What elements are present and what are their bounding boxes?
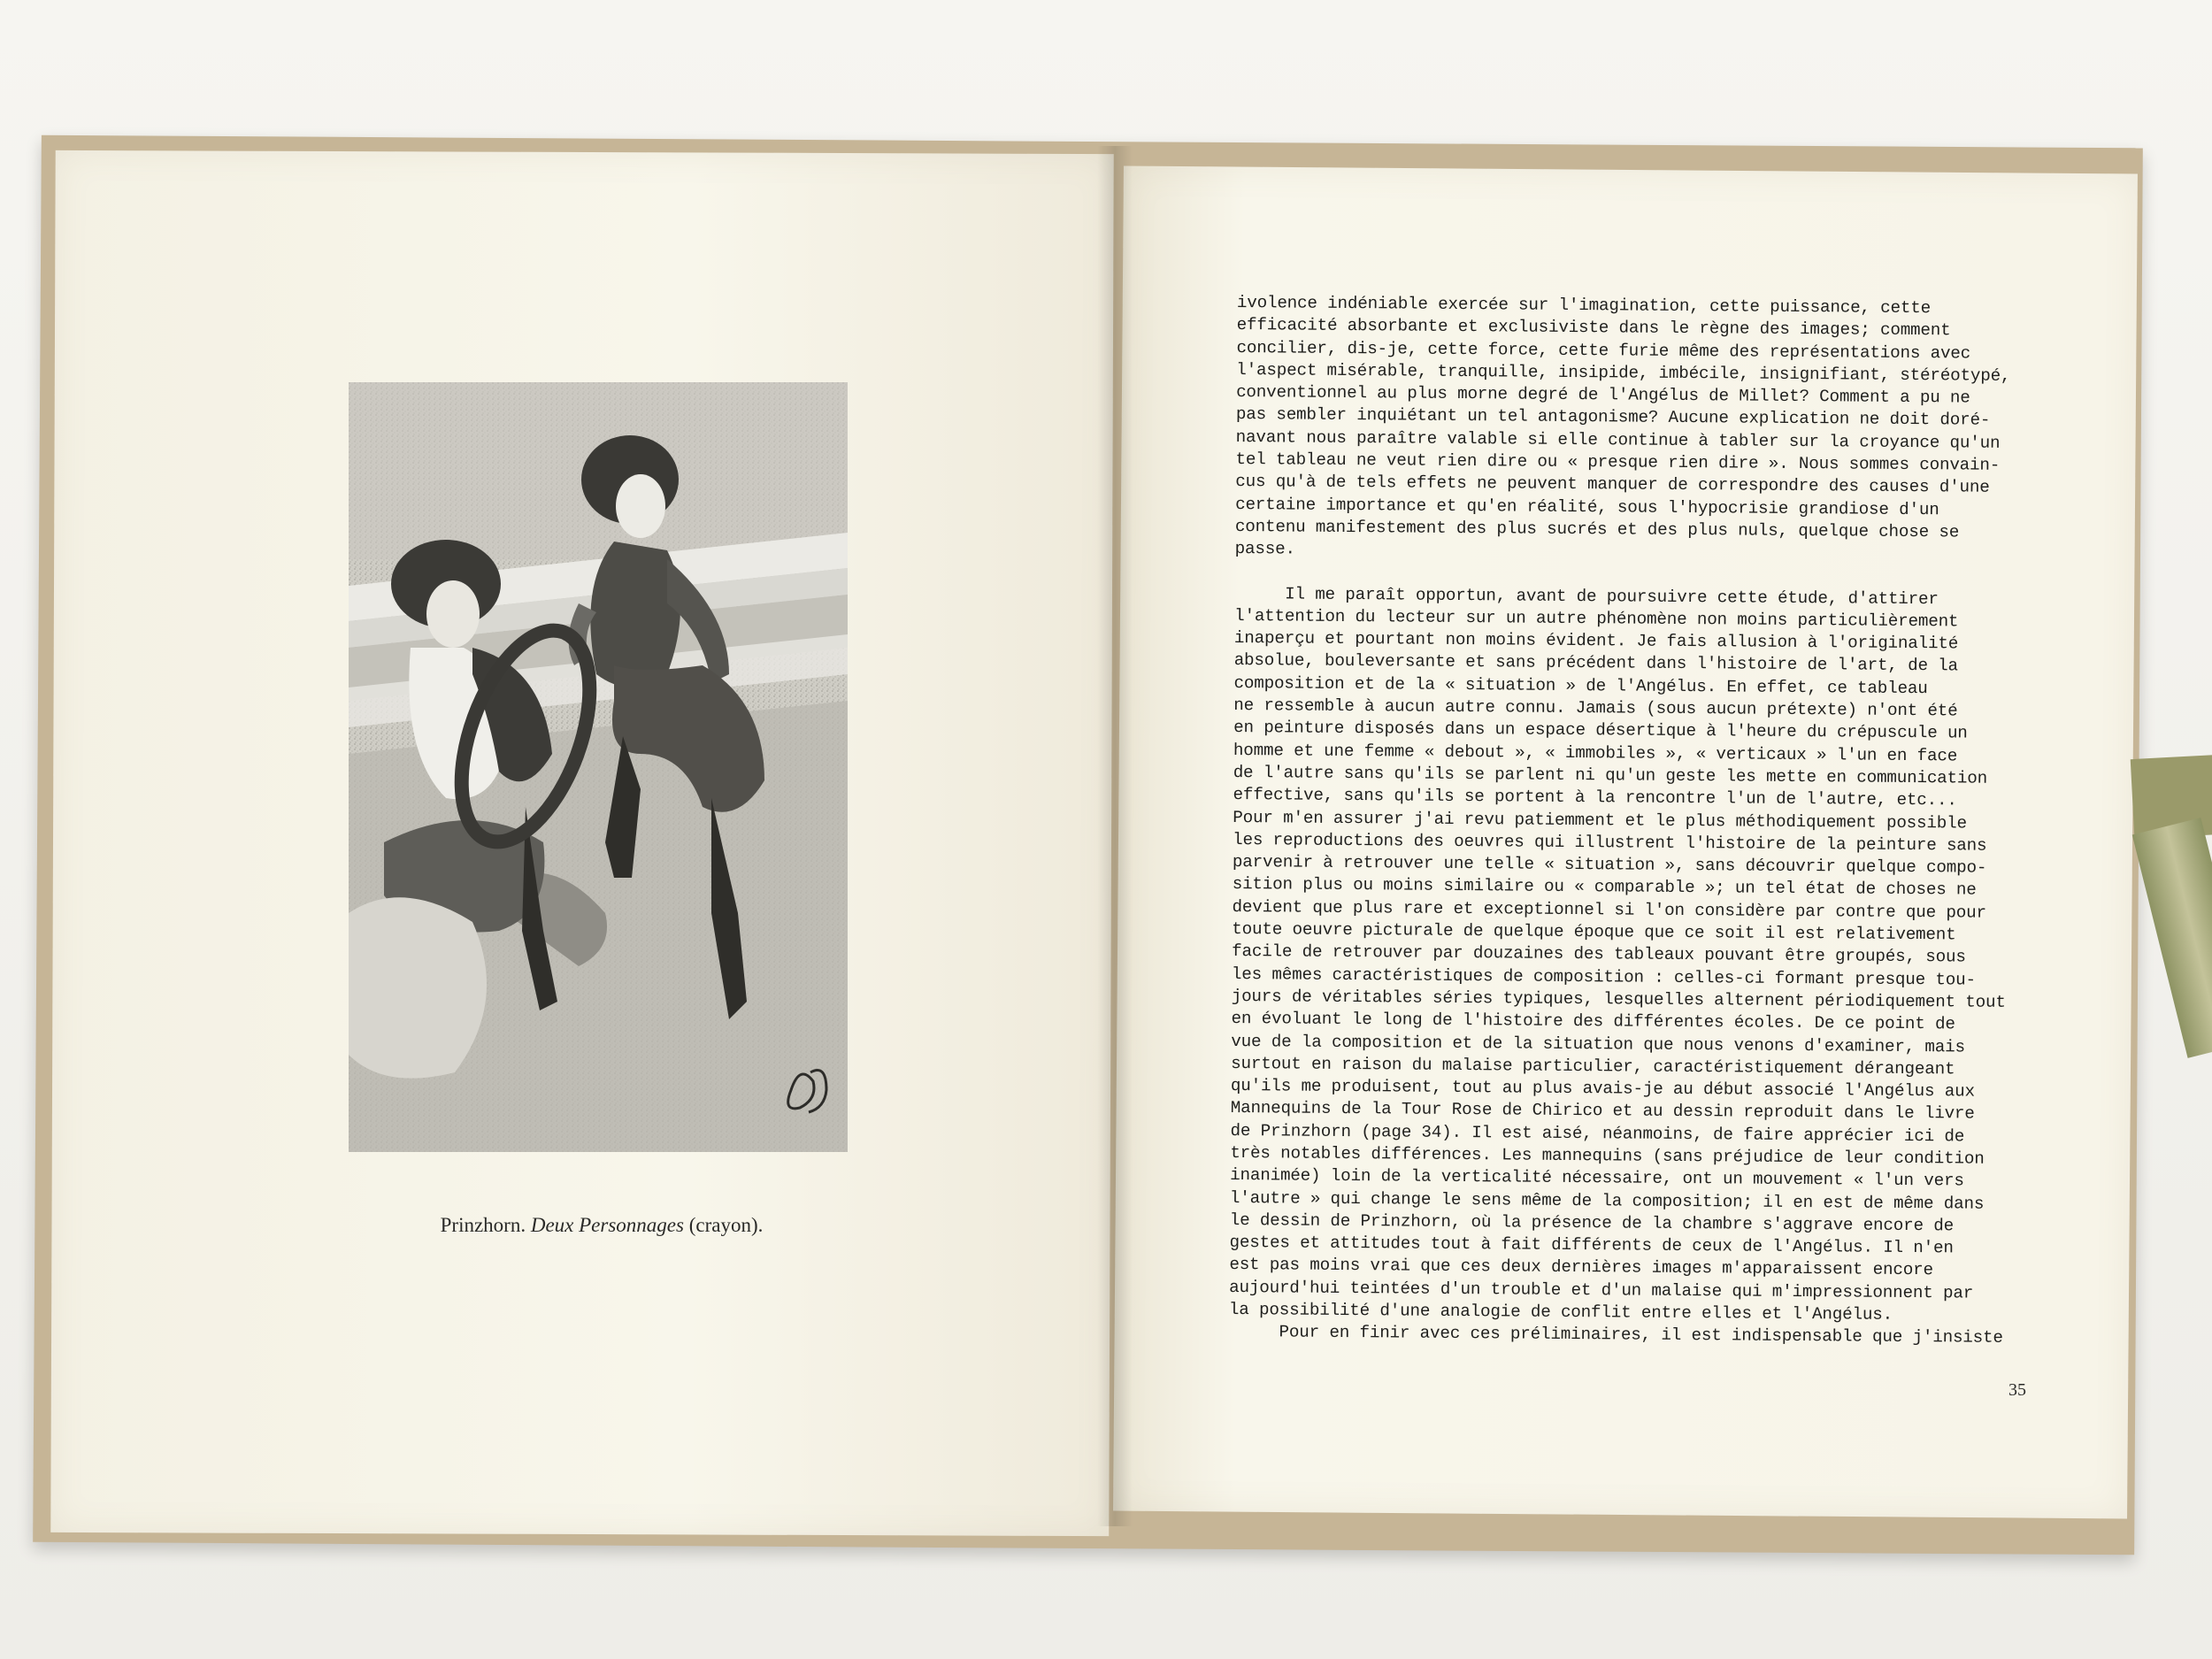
text-line: Pour en finir avec ces préliminaires, il est indispensable que j'insiste (1228, 1322, 2003, 1348)
text-line: vue de la composition et de la situation que nous venons d'examiner, mais (1231, 1031, 1966, 1056)
text-line: en évoluant le long de l'histoire des différentes écoles. De ce point de (1231, 1009, 1955, 1034)
text-line: jours de véritables séries typiques, lesquelles alternent périodiquement tout (1231, 986, 2006, 1012)
text-line: l'autre » qui change le sens même de la composition; il en est de même dans (1229, 1187, 1985, 1214)
text-line: certaine importance et qu'en réalité, sous l'hypocrisie grandiose d'un (1235, 494, 1939, 519)
text-line: navant nous paraître valable si elle continue à tabler sur la croyance qu'un (1235, 426, 2001, 453)
text-line: la possibilité d'une analogie de conflit entre elles et l'Angélus. (1228, 1300, 1893, 1325)
text-line: facile de retrouver par douzaines des tableaux pouvant être groupés, sous (1232, 941, 1966, 967)
text-line: efficacité absorbante et exclusiviste dans le règne des images; comment (1236, 315, 1951, 341)
text-line: ne ressemble à aucun autre connu. Jamais (sous aucun prétexte) n'ont été (1233, 695, 1958, 721)
caption-author: Prinzhorn. (440, 1214, 526, 1236)
text-line: homme et une femme « debout », « immobiles », « verticaux » l'un en face (1233, 740, 1958, 766)
text-line: parvenir à retrouver une telle « situation », sans découvrir quelque compo- (1232, 852, 1987, 878)
page-number: 35 (2008, 1380, 2026, 1400)
book-spine (1097, 146, 1133, 1526)
text-line: conventionnel au plus morne degré de l'Angélus de Millet? Comment a pu ne (1236, 382, 1970, 408)
drawing-illustration (349, 382, 848, 1152)
text-line: Il me paraît opportun, avant de poursuivre cette étude, d'attirer (1234, 583, 1939, 609)
caption-medium: (crayon). (688, 1214, 764, 1236)
text-line: les mêmes caractéristiques de composition : celles-ci formant presque tou- (1231, 964, 1976, 990)
text-line: les reproductions des oeuvres qui illustrent l'histoire de la peinture sans (1233, 829, 1987, 856)
text-line: pas sembler inquiétant un tel antagonisme? Aucune explication ne doit doré- (1235, 404, 1991, 431)
text-line: qu'ils me produisent, tout au plus avais-je au début associé l'Angélus aux (1230, 1076, 1975, 1102)
text-line: inaperçu et pourtant non moins évident. Je fais allusion à l'originalité (1233, 628, 1959, 654)
text-line: aujourd'hui teintées d'un trouble et d'un malaise qui m'impressionnent par (1229, 1277, 1974, 1303)
text-line: tel tableau ne veut rien dire ou « presque rien dire ». Nous sommes convain- (1235, 449, 2001, 475)
text-line: devient que plus rare et exceptionnel si l'on considère par contre que pour (1232, 896, 1986, 923)
text-line: Pour m'en assurer j'ai revu patiemment et le plus méthodiquement possible (1233, 807, 1968, 833)
text-line: inanimée) loin de la verticalité nécessaire, ont un mouvement « l'un vers (1230, 1165, 1964, 1191)
text-line: en peinture disposés dans un espace désertique à l'heure du crépuscule un (1233, 718, 1968, 743)
text-line: absolue, bouleversante et sans précédent dans l'histoire de l'art, de la (1233, 650, 1959, 676)
text-line: le dessin de Prinzhorn, où la présence de la chambre s'aggrave encore de (1229, 1210, 1955, 1236)
text-line: très notables différences. Les mannequins (sans préjudice de leur condition (1230, 1142, 1985, 1169)
text-line: contenu manifestement des plus sucrés et des plus nuls, quelque chose se (1234, 516, 1960, 542)
text-line: sition plus ou moins similaire ou « comparable »; un tel état de choses ne (1232, 874, 1977, 901)
text-line: de l'autre sans qu'ils se parlent ni qu'un geste les mette en communication (1233, 762, 1988, 788)
text-line: composition et de la « situation » de l'Angélus. En effet, ce tableau (1233, 672, 1928, 698)
text-line: l'aspect misérable, tranquille, insipide, imbécile, insignifiant, stéréotypé, (1236, 359, 2011, 386)
text-line: toute oeuvre picturale de quelque époque que ce soit il est relativement (1232, 918, 1956, 945)
drawing-svg (349, 382, 848, 1152)
text-line: Mannequins de la Tour Rose de Chirico et au dessin reproduit dans le livre (1230, 1098, 1975, 1124)
body-text (1229, 292, 2033, 1350)
text-line: passe. (1234, 539, 1295, 559)
text-line: l'attention du lecteur sur un autre phénomène non moins particulièrement (1234, 605, 1959, 632)
text-line: ivolence indéniable exercée sur l'imagination, cette puissance, cette (1236, 292, 1932, 319)
text-line: de Prinzhorn (page 34). Il est aisé, néanmoins, de faire apprécier ici de (1230, 1120, 1965, 1147)
caption-title: Deux Personnages (530, 1214, 684, 1236)
text-line: est pas moins vrai que ces deux dernières images m'apparaissent encore (1229, 1255, 1933, 1280)
text-line: surtout en raison du malaise particulier, caractéristiquement dérangeant (1231, 1053, 1955, 1079)
text-line: gestes et attitudes tout à fait différents de ceux de l'Angélus. Il n'en (1229, 1233, 1954, 1258)
figure-caption (336, 1214, 867, 1237)
text-line: cus qu'à de tels effets ne peuvent manquer de correspondre des causes d'une (1235, 472, 1990, 498)
text-line: effective, sans qu'ils se portent à la rencontre l'un de l'autre, etc... (1233, 785, 1957, 810)
text-line: concilier, dis-je, cette force, cette furie même des représentations avec (1236, 337, 1971, 364)
